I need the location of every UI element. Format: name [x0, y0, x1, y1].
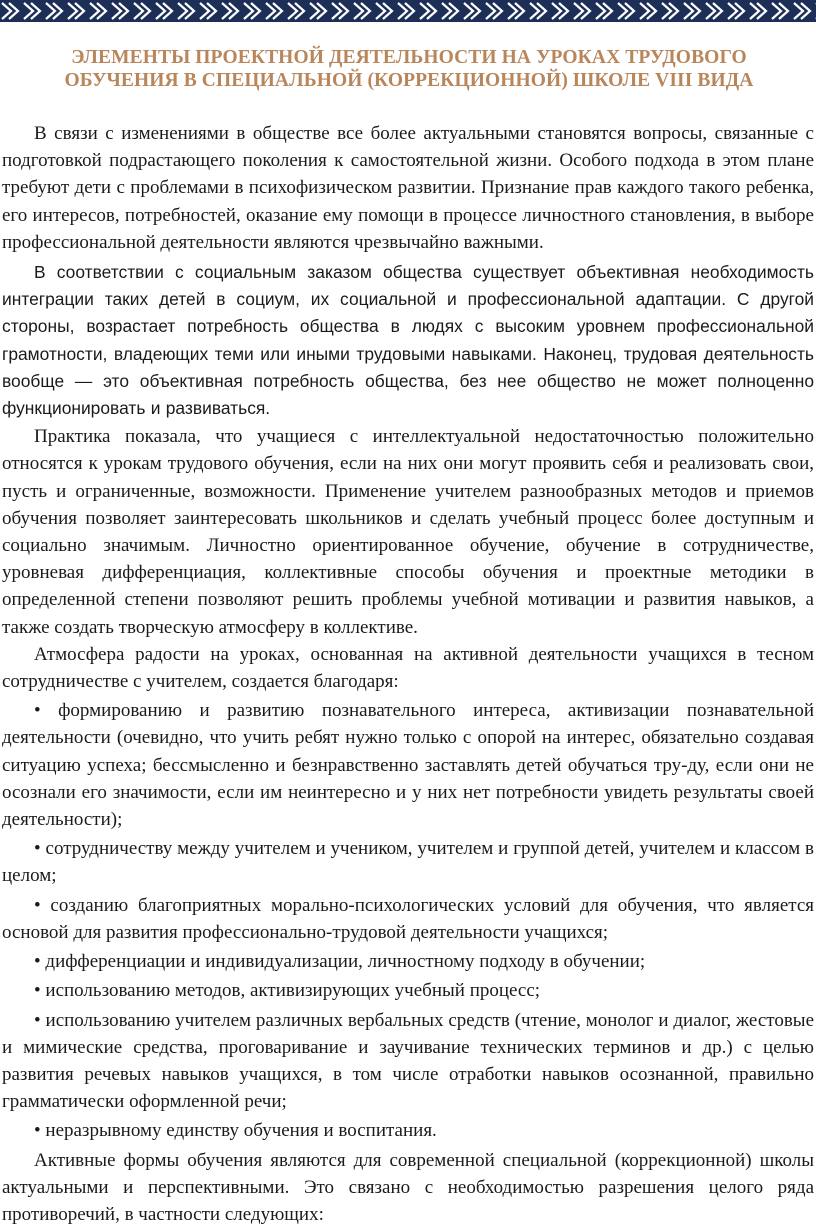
article-body [2, 120, 814, 1228]
bullet-item-3: • созданию благоприятных морально-психологических условий для обучения, что является основой для развития профессионально-трудовой деятельности учащихся; [2, 894, 814, 943]
decorative-border-band [0, 0, 816, 22]
article-title-line-2: ОБУЧЕНИЯ В СПЕЦИАЛЬНОЙ (КОРРЕКЦИОННОЙ) ШКОЛЕ VIII ВИДА [64, 70, 754, 91]
bullet-item-1: • формированию и развитию познавательного интереса, активизации познавательной деятельности (очевидно, что учить ребят нужно только с опорой на интерес, обязательно создавая ситуацию успеха; бессмысленно и безнравственно заставлять детей обучаться тру-ду, если они не осознали его значимости, если им неинтересно и у них нет потребности увидеть результаты своей деятельности); [2, 700, 814, 831]
paragraph-4: Атмосфера радости на уроках, основанная на активной деятельности учащихся в тесном сотрудничестве с учителем, создается благодаря: [2, 643, 814, 693]
bullet-item-6: • использованию учителем различных вербальных средств (чтение, монолог и диалог, жестовые и мимические средства, проговаривание и заучивание технических терминов и др.) с целью развития речевых навыков учащихся, в том числе отработки навыков осознанной, правильно грамматически оформленной речи; [2, 1009, 814, 1113]
paragraph-3: Практика показала, что учащиеся с интеллектуальной недостаточностью положительно относятся к урокам трудового обучения, если на них они могут проявить себя и реализовать свои, пусть и ограниченные, возможности. Применение учителем разнообразных методов и приемов обучения позволяет заинтересовать школьников и сделать учебный процесс более доступным и социально значимым. Личностно ориентированное обучение, обучение в сотрудничестве, уровневая дифференциация, коллективные способы обучения и проектные методики в определенной степени позволяют решить проблемы учебной мотивации и развития навыков, а также создать творческую атмосферу в коллективе. [2, 426, 814, 638]
article-title [24, 46, 794, 92]
bullet-item-7: • неразрывному единству обучения и воспитания. [34, 1120, 437, 1142]
bullet-item-5: • использованию методов, активизирующих учебный процесс; [34, 980, 541, 1002]
paragraph-1: В связи с изменениями в обществе все более актуальными становятся вопросы, связанные с подготовкой подрастающего поколения к самостоятельной жизни. Особого подхода в этом плане требуют дети с проблемами в психофизическом развитии. Признание прав каждого такого ребенка, его интересов, потребностей, оказание ему помощи в процессе личностного становления, в выборе профессиональной деятельности являются чрезвычайно важными. [2, 123, 814, 253]
chevron-pattern-icon [0, 0, 816, 22]
article-title-line-1: ЭЛЕМЕНТЫ ПРОЕКТНОЙ ДЕЯТЕЛЬНОСТИ НА УРОКАХ ТРУДОВОГО [71, 47, 747, 68]
paragraph-2: В соответствии с социальным заказом общества существует объективная необходимость интеграции таких детей в социум, их социальной и профессиональной адаптации. С другой стороны, возрастает потребность общества в людях с высоким уровнем профессиональной грамотности, владеющих теми или иными трудовыми навыками. Наконец, трудовая деятельность вообще — это объективная потребность общества, без нее общество не может полноценно функционировать и развиваться. [2, 262, 814, 419]
bullet-item-2: • сотрудничеству между учителем и учеником, учителем и группой детей, учителем и классом в целом; [2, 838, 814, 887]
paragraph-5: Активные формы обучения являются для современной специальной (коррекционной) школы актуальными и перспективными. Это связано с необходимостью разрешения целого ряда противоречий, в частности следующих: [2, 1149, 814, 1225]
bullet-item-4: • дифференциации и индивидуализации, личностному подходу в обучении; [34, 951, 646, 973]
